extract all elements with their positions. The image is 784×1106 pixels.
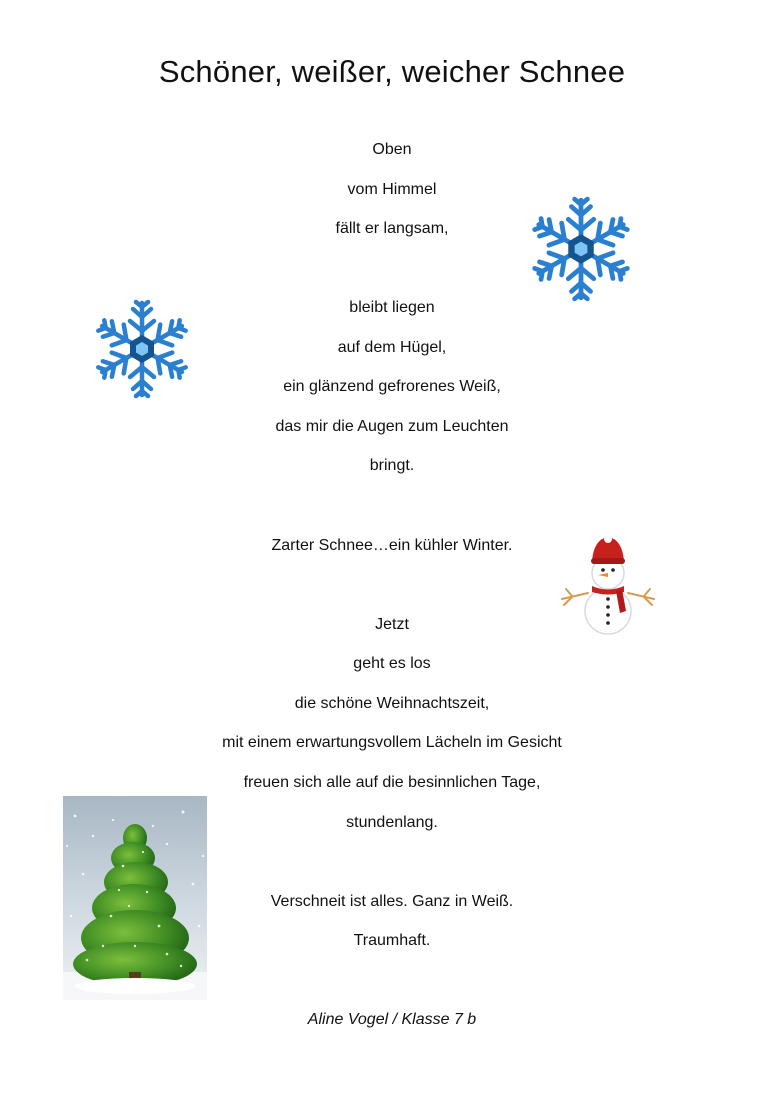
snowflake-icon xyxy=(92,297,192,401)
poem-line: vom Himmel xyxy=(347,181,437,198)
poem-line: fällt er langsam, xyxy=(335,220,449,237)
poem-line: freuen sich alle auf die besinnlichen Tage, xyxy=(243,774,541,791)
poem-line: stundenlang. xyxy=(346,814,438,831)
poem-line: mit einem erwartungsvollem Lächeln im Gesicht xyxy=(222,734,562,751)
snowflake-icon xyxy=(528,196,634,302)
poem-author: Aline Vogel / Klasse 7 b xyxy=(307,1011,477,1028)
poem-title: Schöner, weißer, weicher Schnee xyxy=(158,54,626,89)
poem-line: auf dem Hügel, xyxy=(337,339,447,356)
snowman-icon xyxy=(558,533,658,635)
poem-line: das mir die Augen zum Leuchten xyxy=(275,418,509,435)
poem-line: bleibt liegen xyxy=(349,299,435,316)
poem-line: Traumhaft. xyxy=(353,932,431,949)
poem-line: Verschneit ist alles. Ganz in Weiß. xyxy=(270,893,514,910)
poem-line: die schöne Weihnachtszeit, xyxy=(294,695,490,712)
poem-line: Jetzt xyxy=(375,616,409,633)
poem-line: Zarter Schnee…ein kühler Winter. xyxy=(271,537,513,554)
poem-line: bringt. xyxy=(369,457,415,474)
poem-line: geht es los xyxy=(353,655,431,672)
poem-line: ein glänzend gefrorenes Weiß, xyxy=(283,378,501,395)
poem-line: Oben xyxy=(372,141,412,158)
snowy-christmas-tree-image xyxy=(63,796,207,1000)
